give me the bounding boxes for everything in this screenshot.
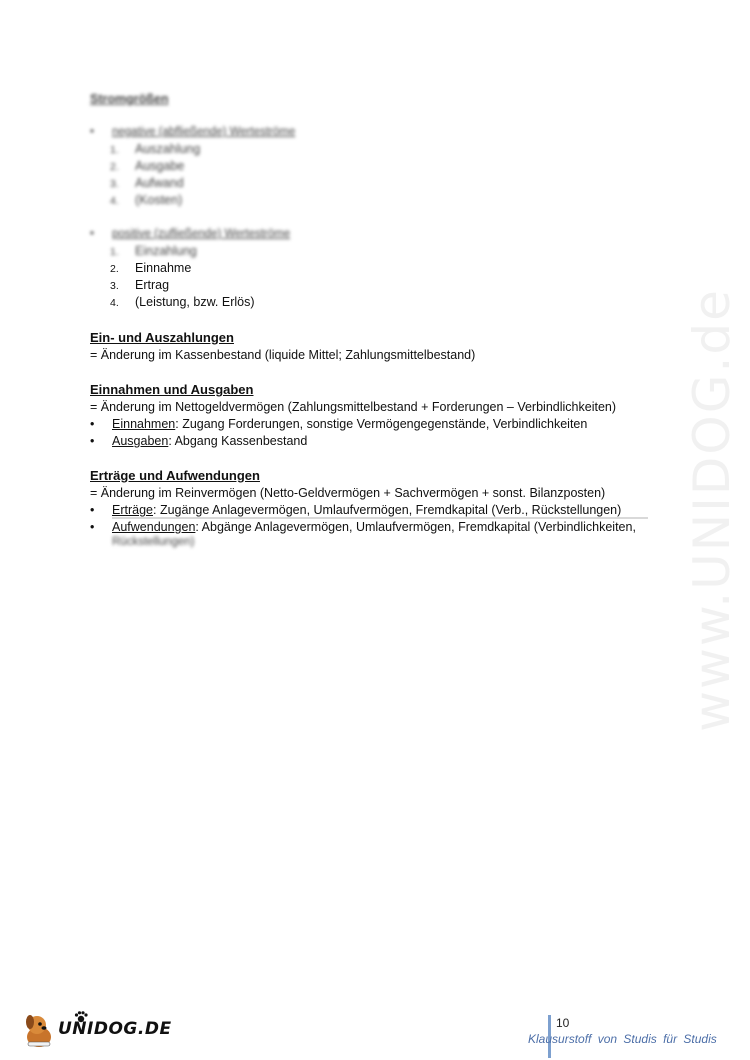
positive-flows-list	[110, 243, 255, 311]
list-item: 3. Ertrag	[110, 278, 170, 292]
negative-flows-label: negative (abfließende) Werteströme	[112, 126, 296, 138]
blur-divider	[112, 517, 648, 519]
logo-text: UNIDOG.DE	[58, 1019, 172, 1039]
section-title: Ein- und Auszahlungen	[90, 330, 234, 345]
negative-flows-list	[110, 141, 200, 209]
section-definition: = Änderung im Reinvermögen (Netto-Geldvermögen + Sachvermögen + sonst. Bilanzposten)	[90, 486, 606, 500]
list-item: 1. Einzahlung	[110, 244, 197, 258]
list-item: • Ausgaben: Abgang Kassenbestand	[90, 434, 308, 448]
list-item: 3. Aufwand	[110, 176, 184, 190]
term: Erträge	[112, 503, 153, 517]
section-definition: = Änderung im Nettogeldvermögen (Zahlungsmittelbestand + Forderungen – Verbindlichkeiten)	[90, 400, 617, 414]
list-item: 2. Ausgabe	[110, 159, 185, 173]
section-definition: = Änderung im Kassenbestand (liquide Mittel; Zahlungsmittelbestand)	[90, 348, 476, 362]
negative-flows-bullet	[90, 126, 295, 138]
section-list	[90, 416, 650, 450]
list-item: 4. (Leistung, bzw. Erlös)	[110, 295, 255, 309]
term: Einnahmen	[112, 417, 176, 431]
section-list	[90, 502, 650, 536]
list-item: • Einnahmen: Zugang Forderungen, sonstige Vermögengegenstände, Verbindlichkeiten	[90, 417, 588, 431]
blurred-continuation: Rückstellungen)	[112, 536, 195, 548]
list-item: • Erträge: Zugänge Anlagevermögen, Umlaufvermögen, Fremdkapital (Verb., Rückstellungen)	[90, 503, 622, 517]
bullet-symbol: •	[90, 228, 95, 240]
positive-flows-label: positive (zufließende) Werteströme	[112, 228, 291, 240]
list-item: 1. Auszahlung	[110, 142, 201, 156]
unidog-logo	[22, 1013, 172, 1049]
positive-flows-bullet	[90, 228, 290, 240]
watermark: www.UNIDOG.de	[683, 288, 741, 732]
section-title: Erträge und Aufwendungen	[90, 468, 260, 483]
term: Ausgaben	[112, 434, 169, 448]
section-ein-auszahlungen	[90, 329, 650, 364]
section-ertraege-aufwendungen	[90, 467, 650, 536]
bullet-symbol: •	[90, 126, 95, 138]
list-item: 2. Einnahme	[110, 261, 192, 275]
page-number: 10	[556, 1016, 570, 1030]
footer-tagline: Klausurstoff von Studis für Studis	[528, 1032, 717, 1046]
section-einnahmen-ausgaben	[90, 381, 650, 450]
section-title: Einnahmen und Ausgaben	[90, 382, 254, 397]
list-item: • Aufwendungen: Abgänge Anlagevermögen, Umlaufvermögen, Fremdkapital (Verbindlichkeiten,	[90, 520, 636, 534]
term: Aufwendungen	[112, 520, 196, 534]
blurred-heading: Stromgrößen	[90, 92, 169, 106]
list-item: 4. (Kosten)	[110, 193, 183, 207]
dog-mascot-icon	[22, 1013, 62, 1049]
